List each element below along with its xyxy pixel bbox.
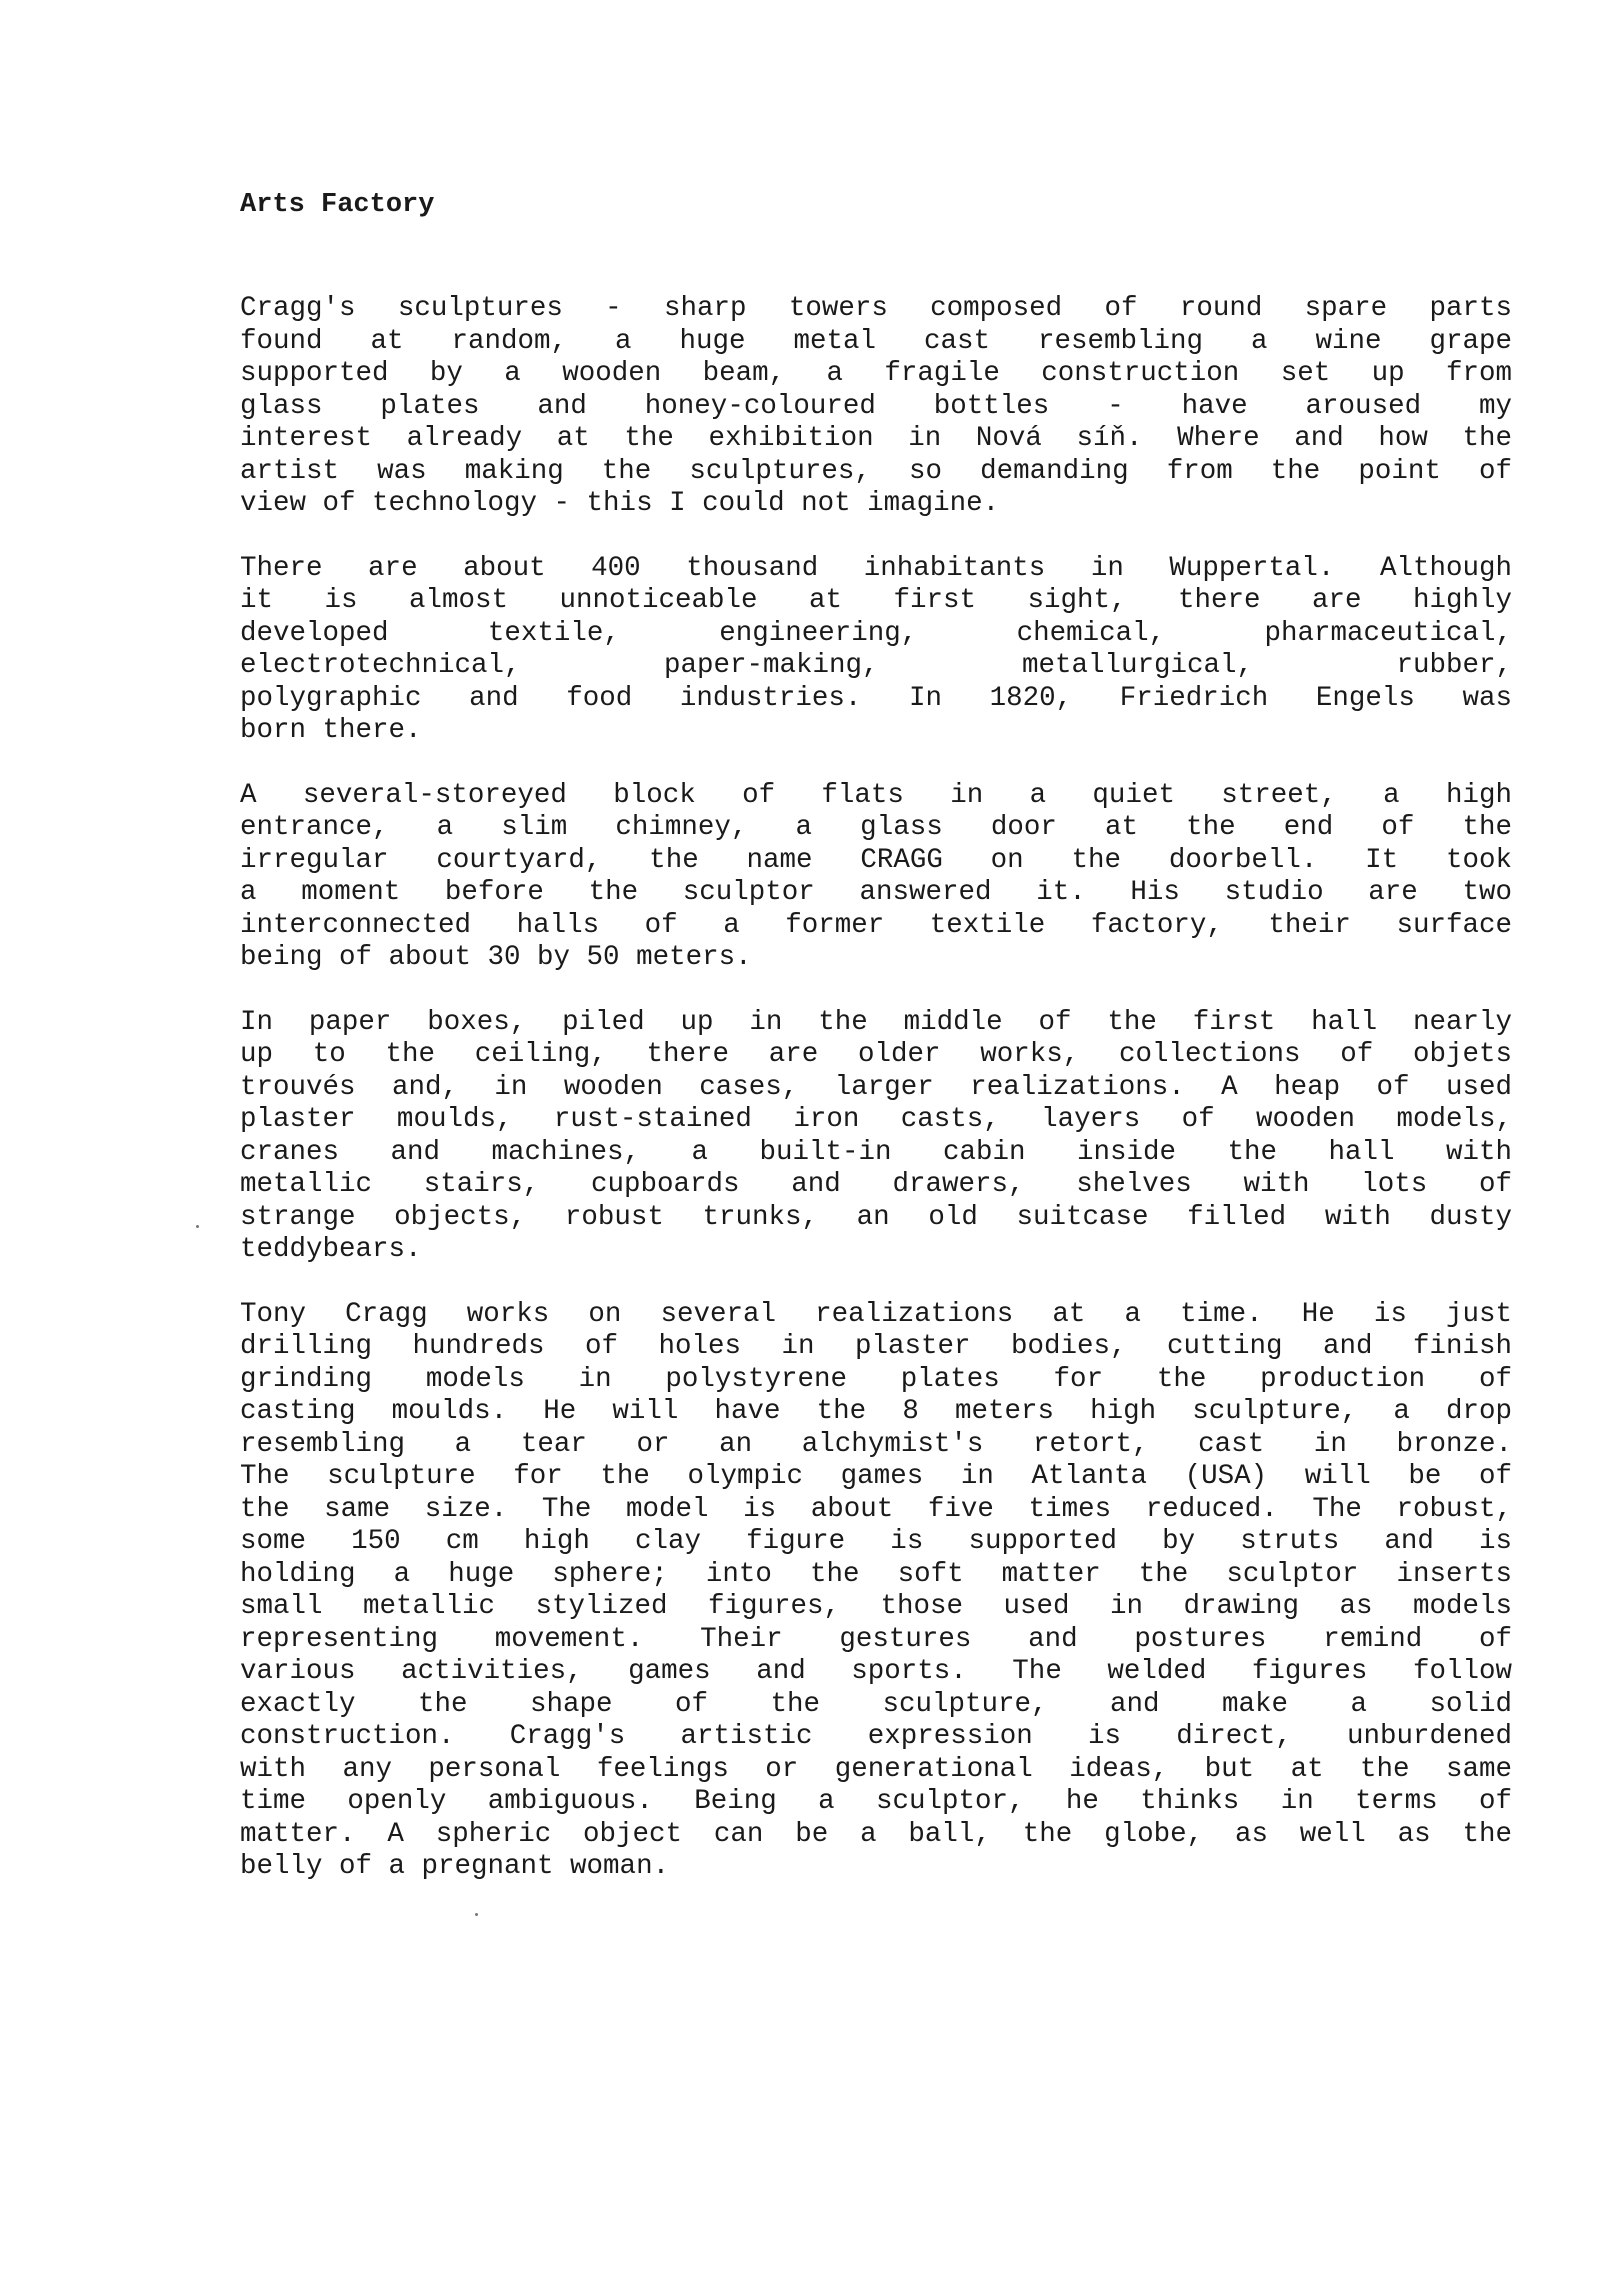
text-line: supported by a wooden beam, a fragile construction set up from — [240, 358, 1512, 389]
text-line: view of technology - this I could not imagine. — [240, 488, 1000, 519]
text-line: cranes and machines, a built-in cabin inside the hall with — [240, 1136, 1512, 1168]
text-line: interconnected halls of a former textile factory, their surface — [240, 909, 1512, 941]
text-line: metallic stairs, cupboards and drawers, shelves with lots of — [240, 1169, 1512, 1200]
paragraph — [240, 1007, 1512, 1267]
text-line: There are about 400 thousand inhabitants in Wuppertal. Although — [240, 552, 1512, 584]
text-line: grinding models in polystyrene plates for the production of — [240, 1363, 1512, 1395]
text-line: drilling hundreds of holes in plaster bodies, cutting and finish — [240, 1331, 1512, 1362]
text-line: time openly ambiguous. Being a sculptor, he thinks in terms of — [240, 1786, 1512, 1817]
text-line: casting moulds. He will have the 8 meters high sculpture, a drop — [240, 1396, 1512, 1427]
text-line: the same size. The model is about five times reduced. The robust, — [240, 1493, 1512, 1525]
text-line: some 150 cm high clay figure is supported by struts and is — [240, 1526, 1512, 1557]
text-line: a moment before the sculptor answered it. His studio are two — [240, 877, 1512, 908]
paragraph — [240, 293, 1512, 521]
text-line: A several-storeyed block of flats in a quiet street, a high — [240, 779, 1512, 811]
text-line: with any personal feelings or generational ideas, but at the same — [240, 1753, 1512, 1785]
text-line: interest already at the exhibition in Nová síň. Where and how the — [240, 423, 1512, 454]
text-line: up to the ceiling, there are older works, collections of objets — [240, 1039, 1512, 1070]
text-line: various activities, games and sports. The welded figures follow — [240, 1656, 1512, 1687]
text-line: developed textile, engineering, chemical, pharmaceutical, — [240, 617, 1512, 649]
text-line: representing movement. Their gestures and postures remind of — [240, 1623, 1512, 1655]
text-line: found at random, a huge metal cast resembling a wine grape — [240, 325, 1512, 357]
text-line: small metallic stylized figures, those used in drawing as models — [240, 1591, 1512, 1622]
text-line: entrance, a slim chimney, a glass door at the end of the — [240, 812, 1512, 843]
text-line: plaster moulds, rust-stained iron casts, layers of wooden models, — [240, 1104, 1512, 1135]
paragraph — [240, 1299, 1512, 1884]
document-title: Arts Factory — [240, 190, 435, 220]
text-line: In paper boxes, piled up in the middle of the first hall nearly — [240, 1006, 1512, 1038]
document-body — [240, 185, 1512, 1916]
scan-speck — [475, 1913, 478, 1916]
text-line: holding a huge sphere; into the soft matter the sculptor inserts — [240, 1558, 1512, 1590]
text-line: it is almost unnoticeable at first sight, there are highly — [240, 585, 1512, 616]
text-line: Cragg's sculptures - sharp towers composed of round spare parts — [240, 293, 1512, 324]
paragraph — [240, 780, 1512, 975]
text-line: exactly the shape of the sculpture, and make a solid — [240, 1688, 1512, 1720]
text-line: belly of a pregnant woman. — [240, 1851, 670, 1882]
text-line: polygraphic and food industries. In 1820, Friedrich Engels was — [240, 682, 1512, 714]
text-line: trouvés and, in wooden cases, larger realizations. A heap of used — [240, 1071, 1512, 1103]
text-line: being of about 30 by 50 meters. — [240, 942, 752, 973]
paragraph — [240, 553, 1512, 748]
paragraphs-container — [240, 293, 1512, 1884]
scan-speck — [196, 1225, 199, 1228]
text-line: irregular courtyard, the name CRAGG on the doorbell. It took — [240, 844, 1512, 876]
text-line: Tony Cragg works on several realizations at a time. He is just — [240, 1298, 1512, 1330]
text-line: construction. Cragg's artistic expression is direct, unburdened — [240, 1721, 1512, 1752]
text-line: The sculpture for the olympic games in Atlanta (USA) will be of — [240, 1461, 1512, 1492]
text-line: matter. A spheric object can be a ball, the globe, as well as the — [240, 1818, 1512, 1850]
text-line: teddybears. — [240, 1234, 422, 1265]
text-line: artist was making the sculptures, so demanding from the point of — [240, 455, 1512, 487]
text-line: glass plates and honey-coloured bottles - have aroused my — [240, 390, 1512, 422]
text-line: born there. — [240, 715, 422, 746]
text-line: electrotechnical, paper-making, metallurgical, rubber, — [240, 650, 1512, 681]
text-line: resembling a tear or an alchymist's retort, cast in bronze. — [240, 1428, 1512, 1460]
text-line: strange objects, robust trunks, an old suitcase filled with dusty — [240, 1201, 1512, 1233]
